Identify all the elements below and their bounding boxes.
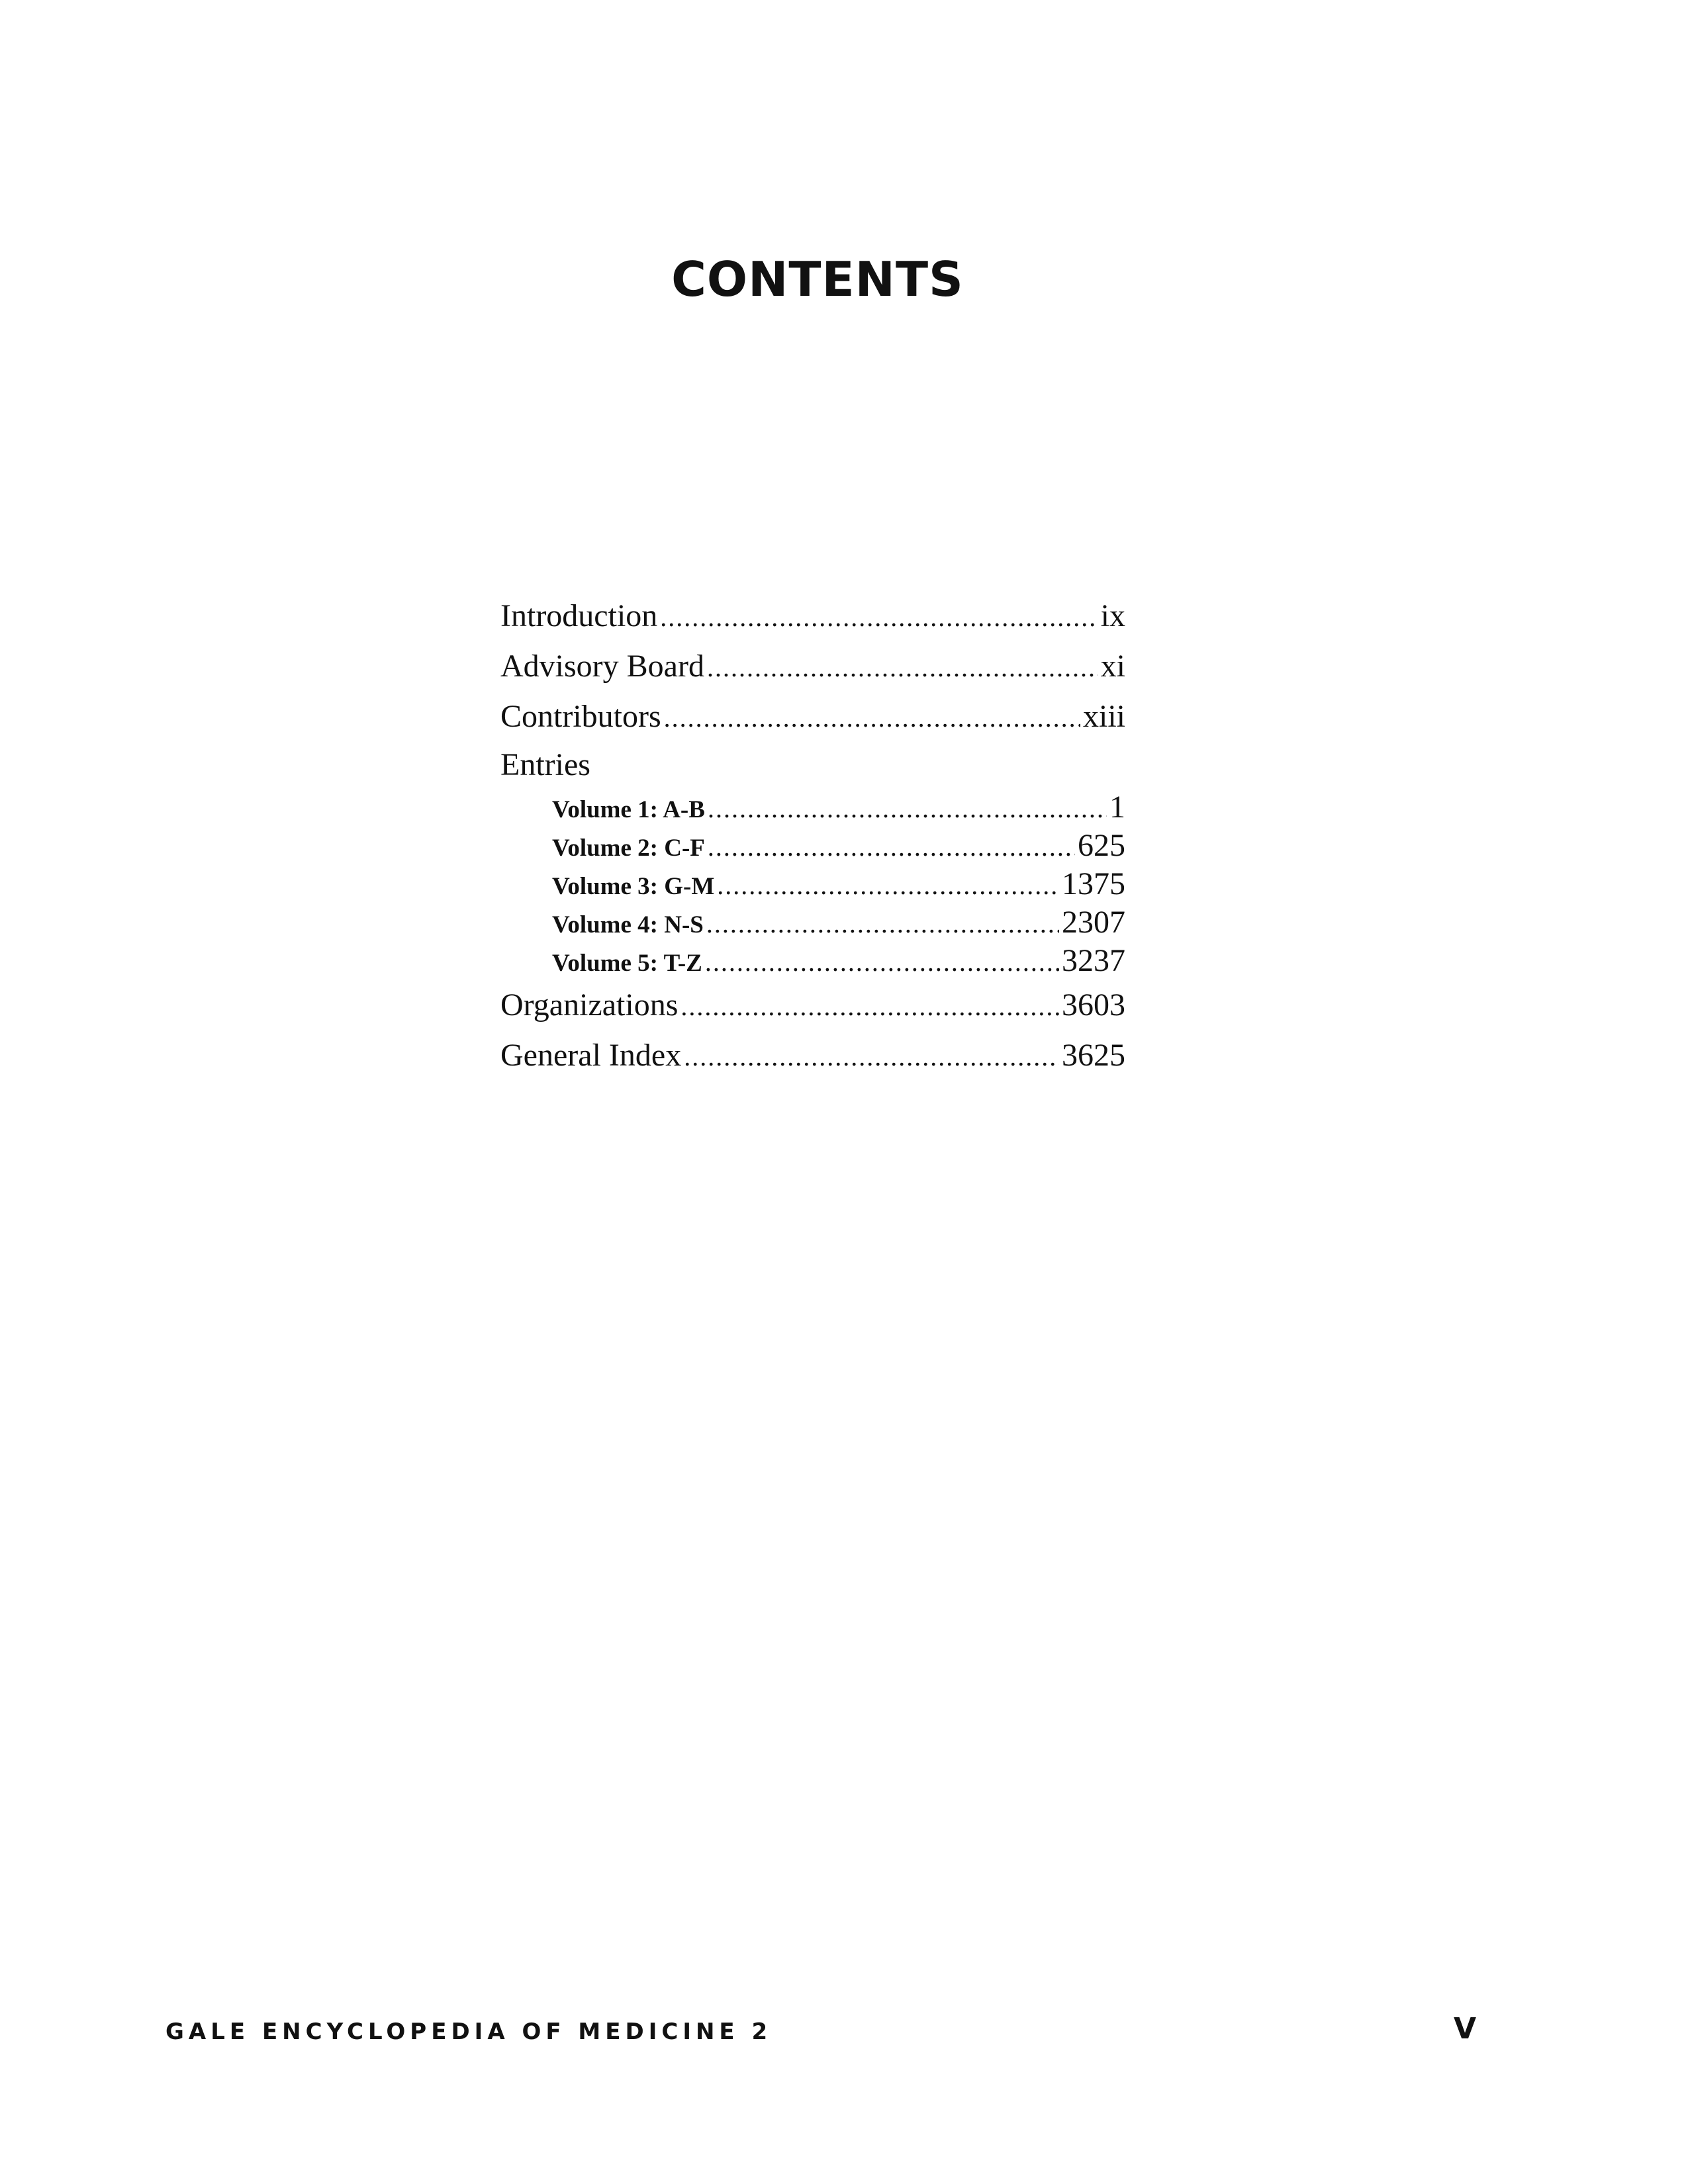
toc-entry-page: xi (1100, 649, 1125, 684)
leader-dots (664, 693, 1080, 743)
toc-entry-label: Introduction (500, 598, 658, 633)
toc-entry-page: 1 (1109, 790, 1125, 825)
leader-dots (660, 592, 1098, 643)
leader-dots (705, 943, 1059, 981)
toc-entry-label: General Index (500, 1038, 682, 1073)
toc-entry-contributors[interactable] (500, 692, 1125, 742)
toc-entry-general-index[interactable] (500, 1030, 1125, 1081)
leader-dots (708, 828, 1075, 866)
toc-entry-page: ix (1100, 598, 1125, 633)
page-title: CONTENTS (671, 251, 964, 307)
toc-entry-label: Volume 4: N-S (552, 911, 704, 938)
toc-entry-page: 625 (1078, 828, 1125, 863)
table-of-contents (500, 591, 1125, 1081)
toc-entry-volume-2[interactable] (500, 827, 1125, 865)
leader-dots (707, 643, 1098, 693)
toc-entry-page: 1375 (1062, 866, 1125, 901)
toc-entry-volume-3[interactable] (500, 865, 1125, 903)
toc-entry-organizations[interactable] (500, 980, 1125, 1030)
toc-entry-advisory-board[interactable] (500, 641, 1125, 692)
toc-entry-introduction[interactable] (500, 591, 1125, 641)
leader-dots (708, 790, 1107, 828)
toc-entry-label: Volume 3: G-M (552, 873, 715, 900)
leader-dots (706, 905, 1059, 943)
toc-entry-label: Advisory Board (500, 649, 704, 684)
toc-heading-entries (500, 742, 1125, 788)
toc-entry-label: Organizations (500, 987, 679, 1023)
toc-entry-label: Contributors (500, 699, 661, 734)
toc-entry-label: Volume 2: C-F (552, 835, 705, 862)
toc-entry-page: 3603 (1062, 987, 1125, 1023)
toc-entry-page: 3625 (1062, 1038, 1125, 1073)
toc-entry-page: 2307 (1062, 905, 1125, 940)
toc-entry-label: Volume 5: T-Z (552, 950, 702, 977)
toc-entry-volume-4[interactable] (500, 903, 1125, 942)
toc-entry-volume-5[interactable] (500, 942, 1125, 980)
toc-entry-volume-1[interactable] (500, 788, 1125, 827)
leader-dots (717, 866, 1059, 905)
toc-entry-label: Volume 1: A-B (552, 796, 705, 823)
toc-heading-label: Entries (500, 747, 590, 782)
leader-dots (684, 1032, 1059, 1082)
toc-entry-page: xiii (1082, 699, 1125, 734)
toc-entry-page: 3237 (1062, 943, 1125, 978)
footer-book-title: GALE ENCYCLOPEDIA OF MEDICINE 2 (165, 2019, 773, 2045)
leader-dots (680, 981, 1059, 1032)
footer-page-number: V (1454, 2012, 1477, 2046)
